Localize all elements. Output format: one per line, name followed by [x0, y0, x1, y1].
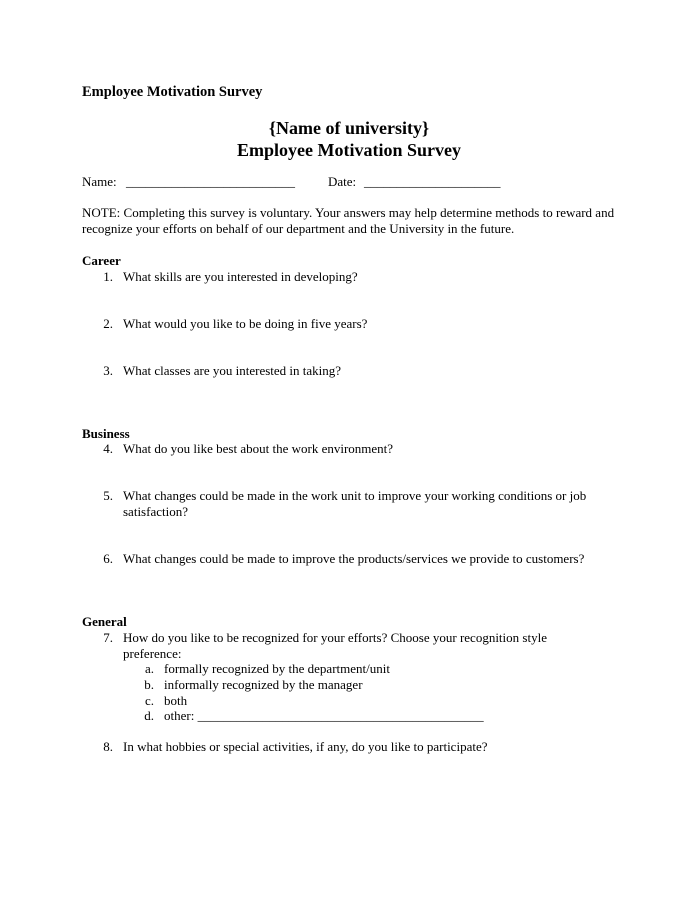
option-text[interactable]: other: ____________________________________________	[164, 708, 484, 723]
name-date-row	[82, 174, 622, 192]
option-letter: c.	[144, 693, 154, 708]
question-number: 1.	[103, 269, 113, 284]
section-career: Career	[82, 253, 121, 268]
section-general: General	[82, 614, 127, 629]
date-label: Date:	[328, 174, 357, 189]
option-text: informally recognized by the manager	[164, 677, 363, 692]
question-text: In what hobbies or special activities, if any, do you like to participate?	[123, 739, 488, 754]
question-number: 7.	[103, 630, 113, 645]
document-title: Employee Motivation Survey	[82, 84, 263, 100]
survey-title: Employee Motivation Survey	[237, 140, 461, 160]
option-letter: b.	[144, 677, 154, 692]
question-text: What classes are you interested in taking?	[123, 363, 342, 378]
option-letter: d.	[144, 708, 154, 723]
question-number: 4.	[103, 441, 113, 456]
date-blank[interactable]: _____________________	[364, 174, 501, 189]
note-paragraph: NOTE: Completing this survey is voluntary. Your answers may help determine methods to reward and recognize your efforts on behalf of our department and the University in the future.	[82, 205, 615, 236]
option-text: both	[164, 693, 188, 708]
question-text: What changes could be made in the work unit to improve your working conditions or job satisfaction?	[123, 488, 587, 519]
question-text: What would you like to be doing in five years?	[123, 316, 368, 331]
section-business: Business	[82, 426, 130, 441]
question-text: How do you like to be recognized for your efforts? Choose your recognition style preference:	[123, 630, 547, 661]
question-number: 5.	[103, 488, 113, 503]
option-letter: a.	[144, 661, 154, 676]
name-label: Name:	[82, 174, 117, 189]
question-text: What do you like best about the work environment?	[123, 441, 394, 456]
option-text: formally recognized by the department/unit	[164, 661, 390, 676]
question-number: 2.	[103, 316, 113, 331]
name-blank[interactable]: __________________________	[126, 174, 295, 189]
question-number: 6.	[103, 551, 113, 566]
question-text: What changes could be made to improve the products/services we provide to customers?	[123, 551, 585, 566]
question-number: 8.	[103, 739, 113, 754]
university-name-title: {Name of university}	[268, 118, 430, 138]
question-text: What skills are you interested in developing?	[123, 269, 358, 284]
question-number: 3.	[103, 363, 113, 378]
